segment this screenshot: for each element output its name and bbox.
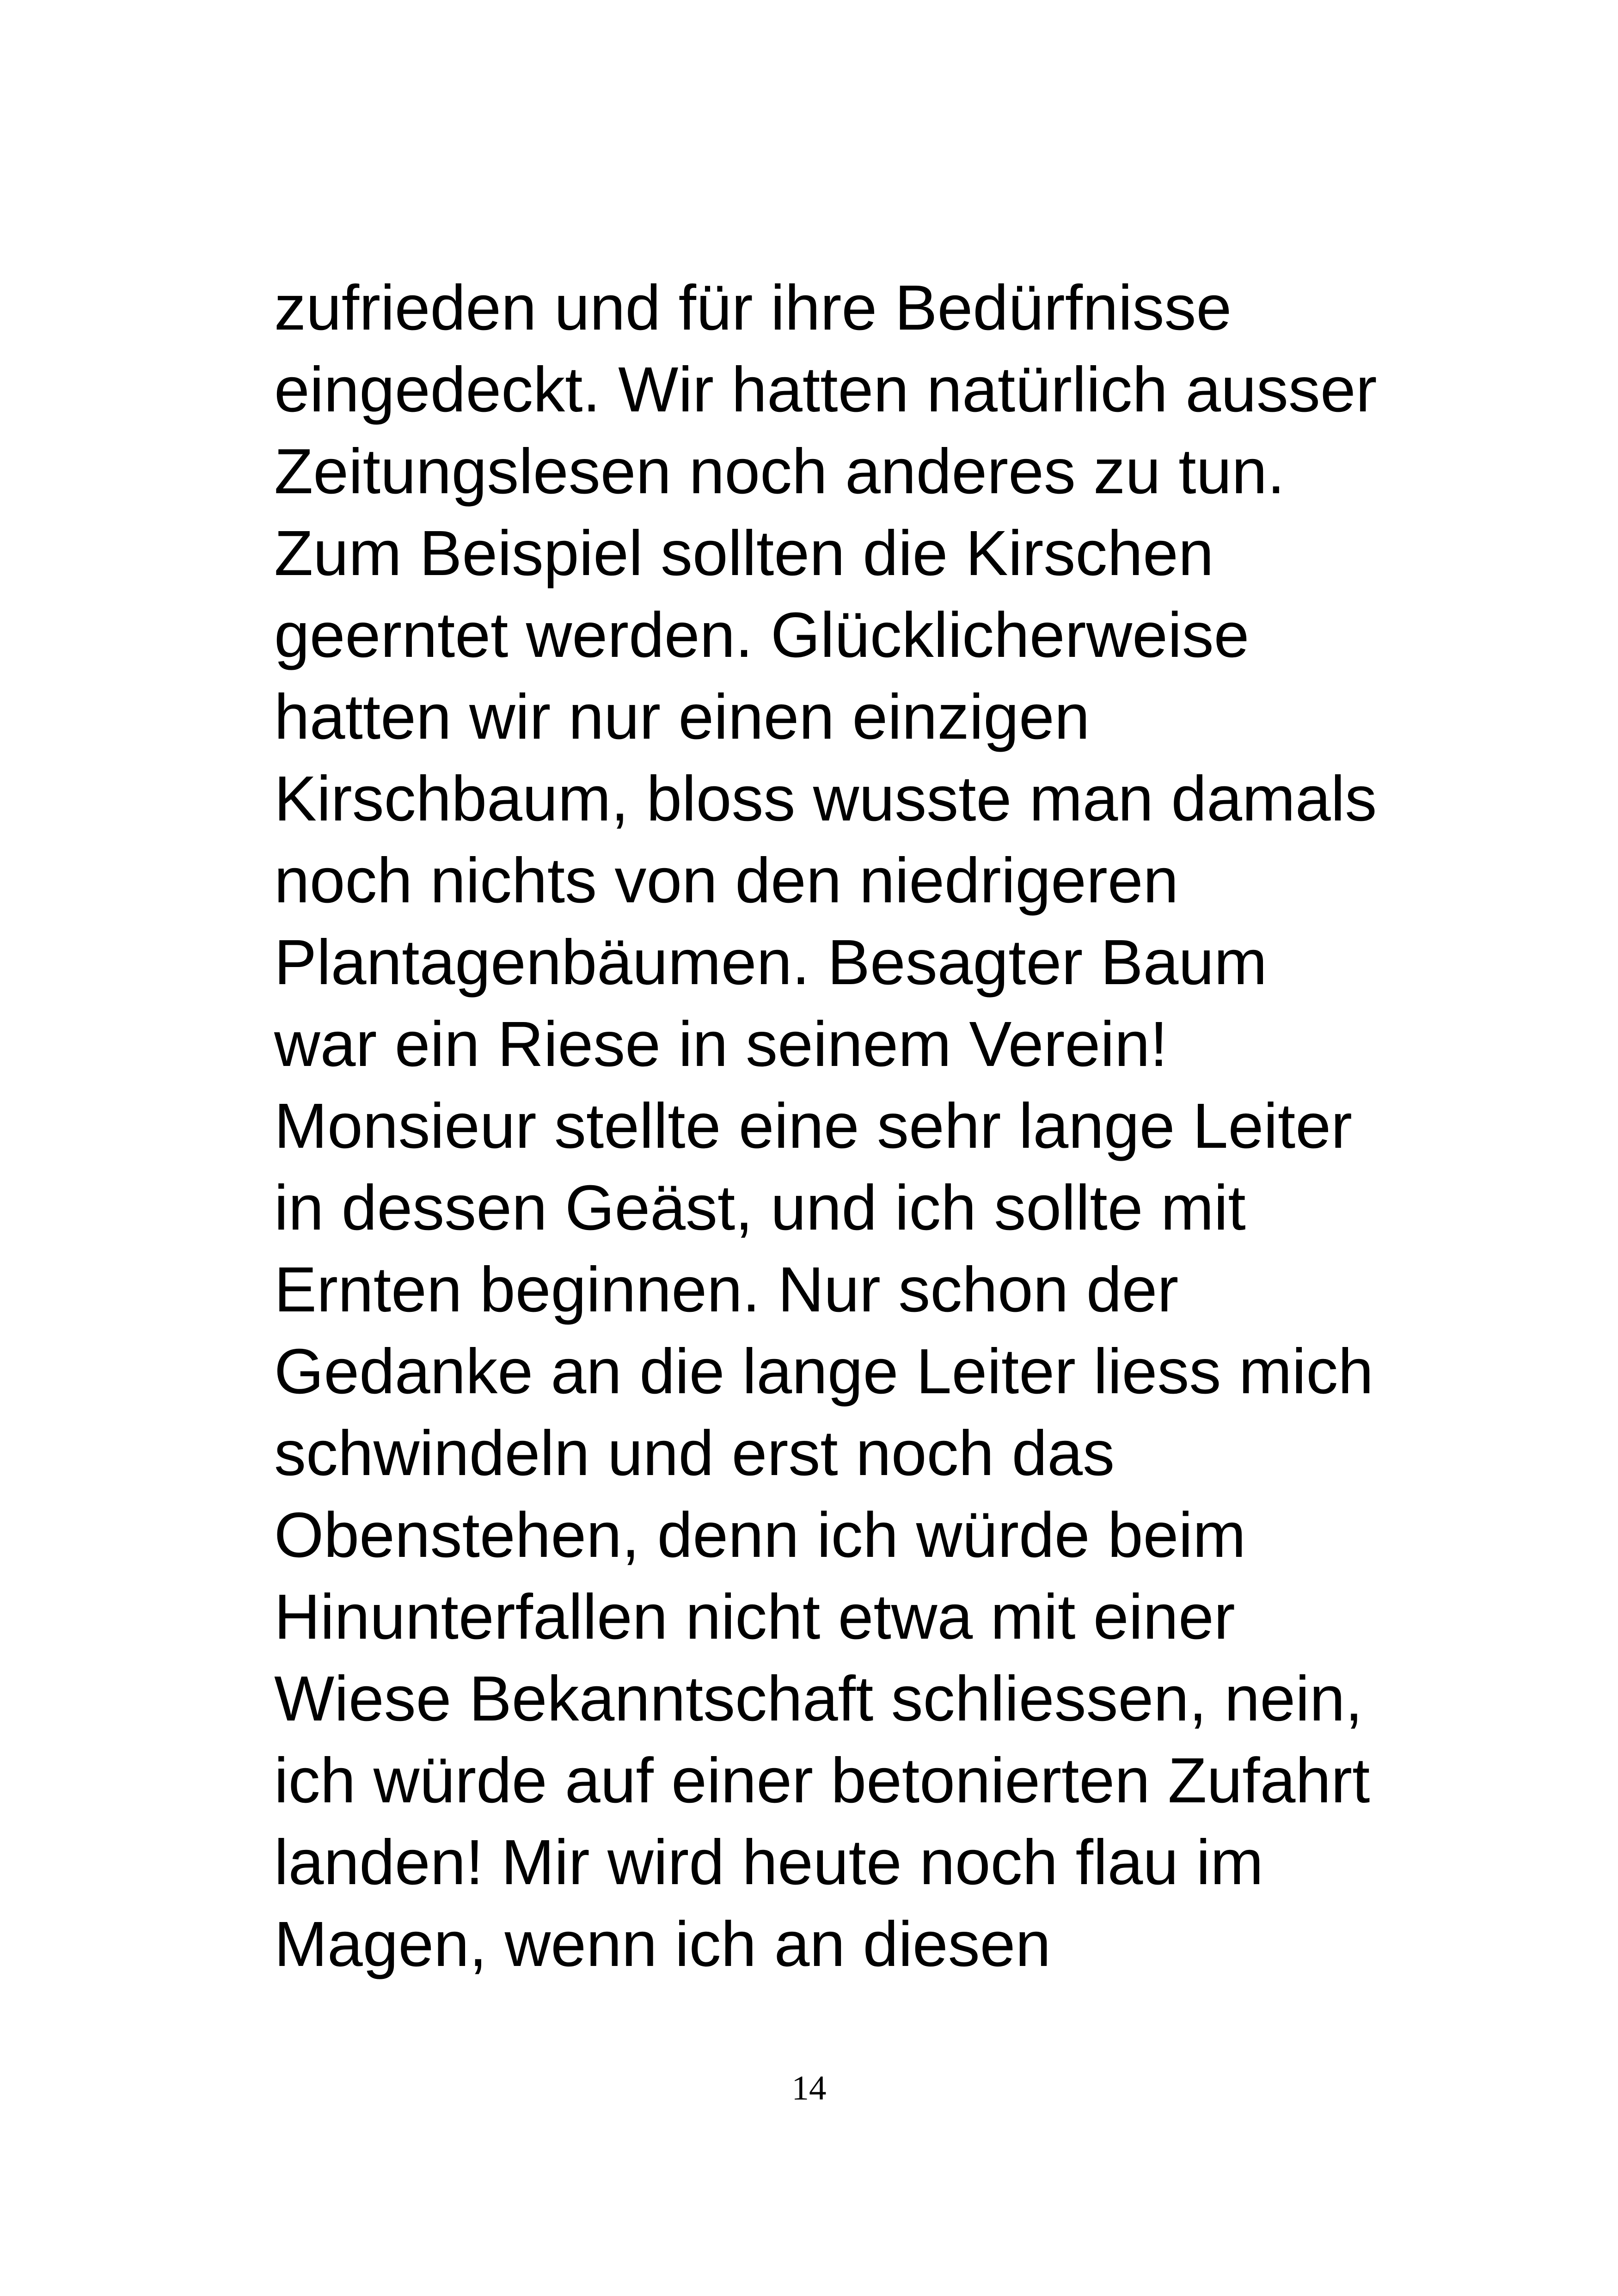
text-line: Hinunterfallen nicht etwa mit einer: [274, 1581, 1235, 1653]
page-number: 14: [791, 2069, 827, 2107]
body-text: [274, 267, 1430, 1985]
text-line: Wiese Bekanntschaft schliessen, nein,: [274, 1663, 1363, 1734]
text-line: Magen, wenn ich an diesen: [274, 1909, 1051, 1980]
text-line: schwindeln und erst noch das: [274, 1418, 1115, 1489]
text-line: Obenstehen, denn ich würde beim: [274, 1500, 1246, 1571]
text-line: hatten wir nur einen einzigen: [274, 681, 1090, 753]
text-line: Monsieur stellte eine sehr lange Leiter: [274, 1090, 1352, 1162]
text-line: Gedanke an die lange Leiter liess mich: [274, 1336, 1374, 1407]
text-line: war ein Riese in seinem Verein!: [274, 1009, 1168, 1080]
text-line: noch nichts von den niedrigeren: [274, 845, 1179, 916]
text-line: ich würde auf einer betonierten Zufahrt: [274, 1745, 1370, 1816]
text-line: zufrieden und für ihre Bedürfnisse: [274, 272, 1232, 343]
text-line: Zum Beispiel sollten die Kirschen: [274, 518, 1214, 589]
text-line: in dessen Geäst, und ich sollte mit: [274, 1172, 1246, 1243]
text-line: Plantagenbäumen. Besagter Baum: [274, 927, 1268, 998]
text-line: Zeitungslesen noch anderes zu tun.: [274, 436, 1285, 507]
text-line: Kirschbaum, bloss wusste man damals: [274, 763, 1377, 834]
text-line: landen! Mir wird heute noch flau im: [274, 1827, 1264, 1898]
text-line: geerntet werden. Glücklicherweise: [274, 600, 1250, 671]
text-line: Ernten beginnen. Nur schon der: [274, 1254, 1179, 1325]
text-line: eingedeckt. Wir hatten natürlich ausser: [274, 354, 1377, 425]
